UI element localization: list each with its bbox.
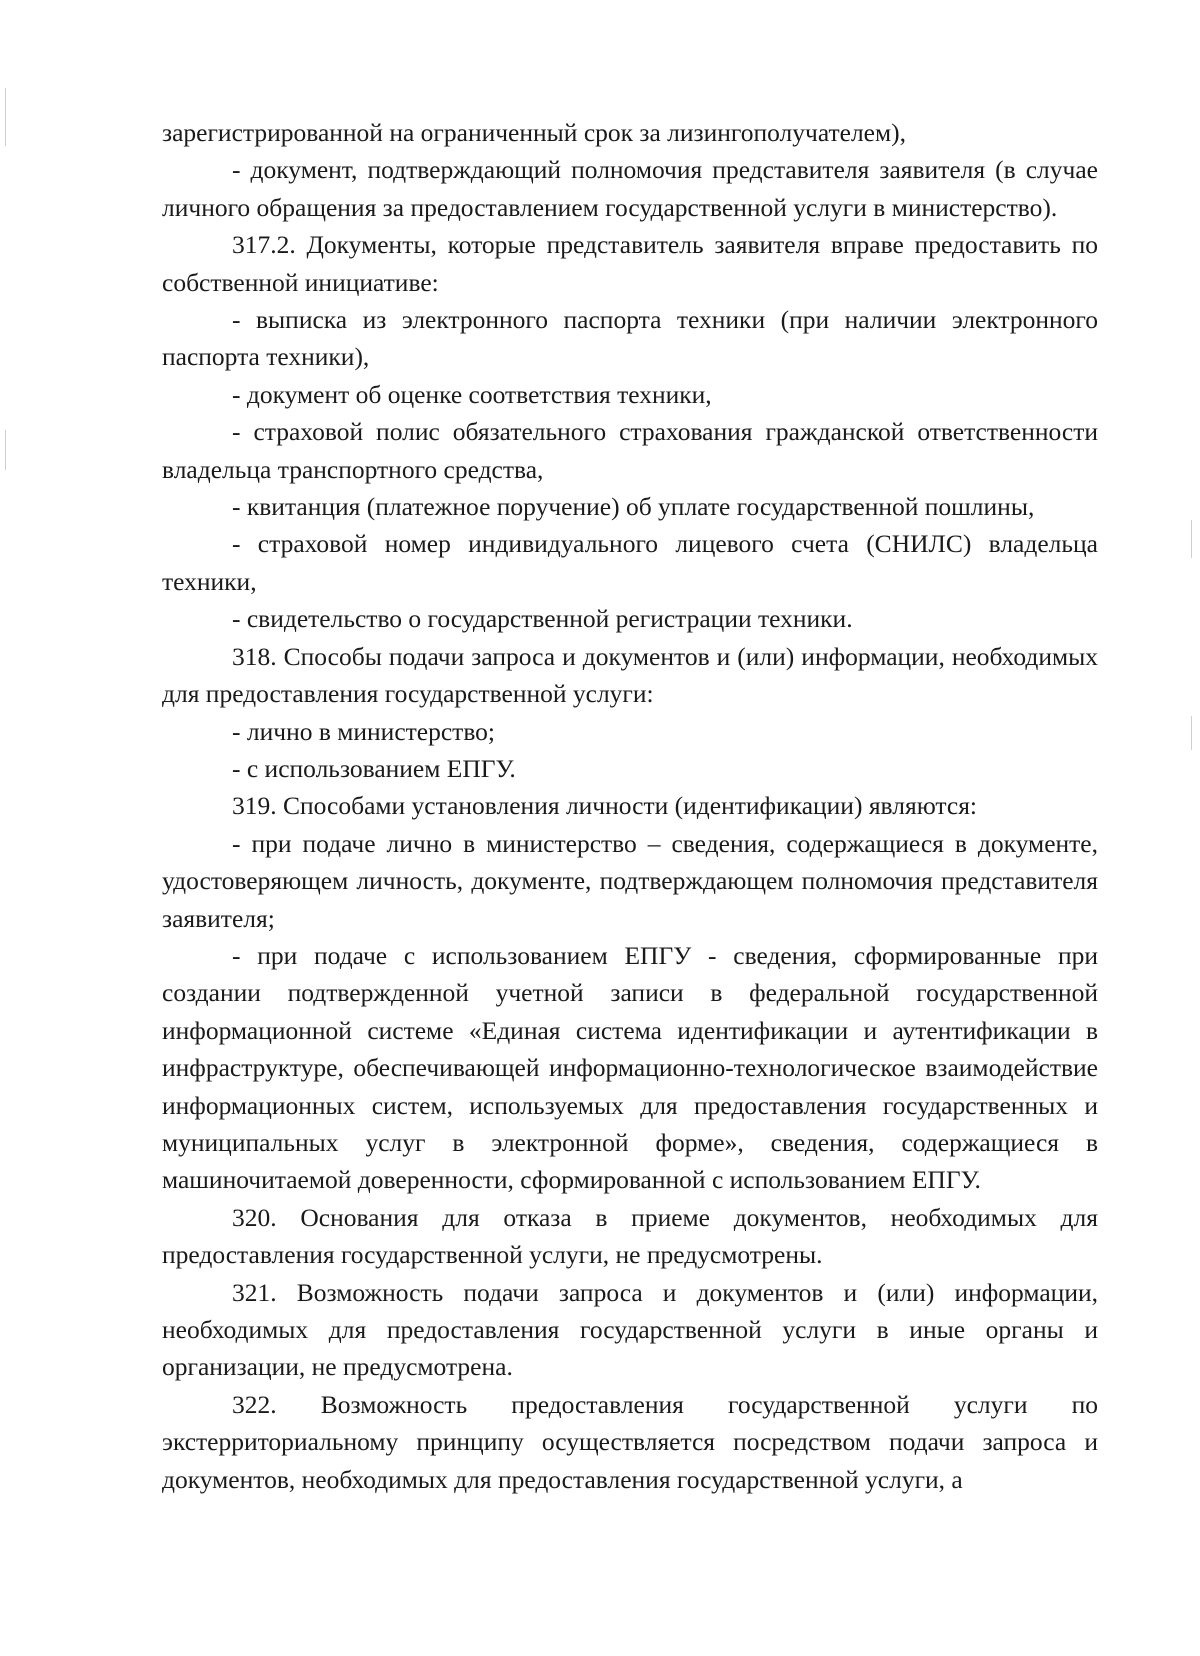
paragraph: - документ, подтверждающий полномочия представителя заявителя (в случае личного обращения за предоставлением государственной услуги в министерство).	[162, 155, 1098, 222]
paragraph: - при подаче лично в министерство – сведения, содержащиеся в документе, удостоверяющем личность, документе, подтверждающем полномочия представителя заявителя;	[162, 828, 1098, 933]
paragraph: зарегистрированной на ограниченный срок за лизингополучателем),	[162, 118, 907, 147]
paragraph: - с использованием ЕПГУ.	[232, 753, 516, 783]
paragraph: 319. Способами установления личности (идентификации) являются:	[232, 791, 978, 821]
paragraph: 317.2. Документы, которые представитель заявителя вправе предоставить по собственной инициативе:	[162, 230, 1098, 297]
paragraph: 322. Возможность предоставления государственной услуги по экстерриториальному принципу осуществляется посредством подачи запроса и документов, необходимых для предоставления государственной услуги, а	[162, 1389, 1098, 1494]
paragraph: 321. Возможность подачи запроса и документов и (или) информации, необходимых для предоставления государственной услуги в иные органы и организации, не предусмотрена.	[162, 1277, 1098, 1382]
paragraph: - лично в министерство;	[232, 716, 496, 746]
scan-edge-mark	[5, 88, 6, 146]
paragraph: - при подаче с использованием ЕПГУ - сведения, сформированные при создании подтвержденной учетной записи в федеральной государственной информационной системе «Единая система идентификации и аутентификации в инфраструктуре, обеспечивающей информационно-технологическое взаимодействие информационных систем, используемых для предоставления государственных и муниципальных услуг в электронной форме», сведения, содержащиеся в машиночитаемой доверенности, сформированной с использованием ЕПГУ.	[162, 940, 1098, 1195]
paragraph: 320. Основания для отказа в приеме документов, необходимых для предоставления государственной услуги, не предусмотрены.	[162, 1202, 1098, 1270]
scan-edge-mark	[1191, 716, 1192, 750]
scan-edge-mark	[1191, 520, 1192, 558]
paragraph: - выписка из электронного паспорта техники (при наличии электронного паспорта техники),	[162, 305, 1098, 372]
paragraph: - квитанция (платежное поручение) об уплате государственной пошлины,	[232, 492, 1035, 522]
scan-edge-mark	[5, 430, 6, 470]
document-body	[162, 114, 1098, 1498]
paragraph: - свидетельство о государственной регистрации техники.	[232, 604, 853, 634]
paragraph: - страховой полис обязательного страхования гражданской ответственности владельца транспортного средства,	[162, 417, 1098, 484]
paragraph: 318. Способы подачи запроса и документов и (или) информации, необходимых для предоставления государственной услуги:	[162, 641, 1098, 709]
paragraph: - документ об оценке соответствия техники,	[232, 379, 712, 409]
paragraph: - страховой номер индивидуального лицевого счета (СНИЛС) владельца техники,	[162, 529, 1098, 596]
